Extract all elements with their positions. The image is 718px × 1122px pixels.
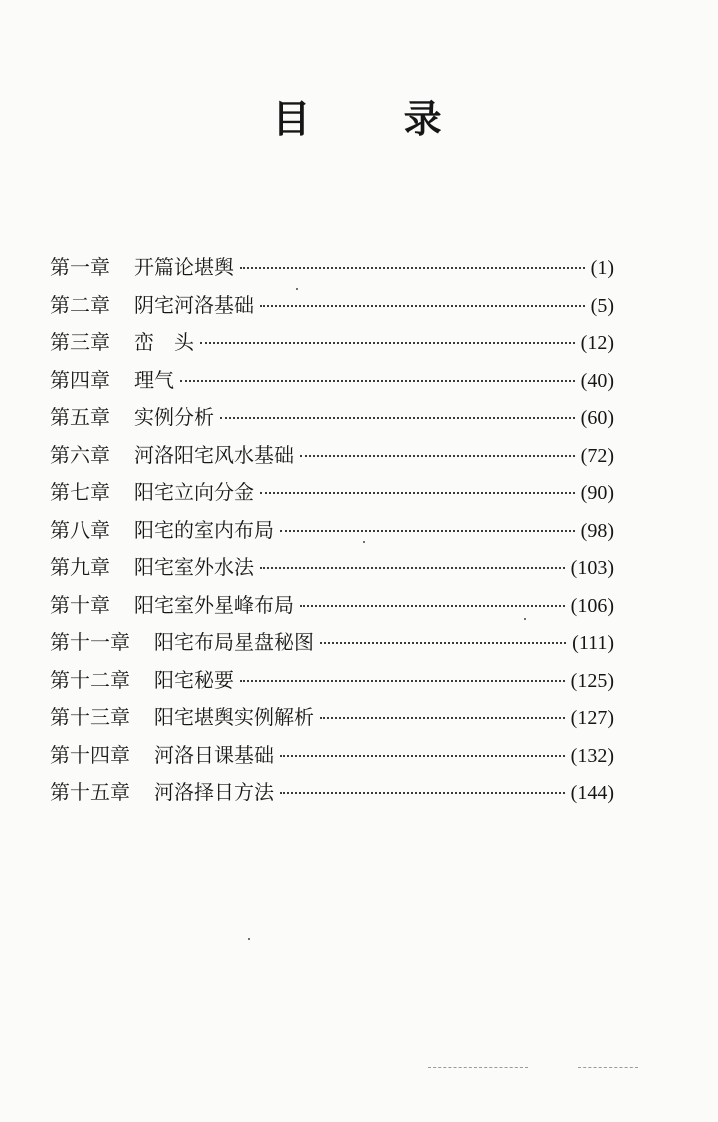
toc-row [50,326,614,364]
toc-chapter-title: 峦 头 [134,330,194,354]
toc-chapter-number: 第十三章 [50,705,130,729]
toc-dot-leader [240,680,565,682]
toc-row [50,589,614,627]
toc-chapter-number: 第七章 [50,480,110,504]
toc-chapter-title: 阳宅立向分金 [134,480,254,504]
toc-page-number: (125) [570,669,614,692]
toc-chapter-number: 第四章 [50,367,110,392]
toc-chapter-title: 实例分析 [134,405,214,429]
toc-row [50,289,614,327]
toc-chapter-title: 阳宅室外水法 [134,555,254,579]
toc-page-number: (5) [590,294,614,317]
toc-row [50,776,614,814]
toc-dot-leader [300,605,565,607]
toc-dot-leader [320,642,566,644]
toc-chapter-title: 阴宅河洛基础 [134,292,254,317]
scan-speck [296,288,298,290]
toc-page-number: (60) [580,407,614,429]
toc-page-number: (90) [580,482,614,504]
table-of-contents [50,251,614,814]
toc-dot-leader [280,530,575,532]
toc-chapter-title: 阳宅秘要 [154,667,234,692]
title-char-2: 录 [403,97,446,141]
toc-dot-leader [280,755,565,757]
toc-row [50,364,614,402]
toc-row [50,551,614,589]
toc-chapter-title: 开篇论堪舆 [134,255,234,279]
toc-chapter-number: 第十四章 [50,742,130,767]
toc-dot-leader [260,567,565,569]
toc-page-number: (72) [580,444,614,467]
toc-chapter-number: 第八章 [50,517,110,542]
toc-row [50,401,614,439]
toc-row [50,739,614,777]
toc-chapter-number: 第九章 [50,555,110,579]
toc-page-number: (106) [570,594,614,617]
toc-chapter-title: 阳宅室外星峰布局 [134,592,294,617]
toc-chapter-title: 阳宅的室内布局 [134,517,274,542]
toc-dot-leader [300,455,575,457]
toc-dot-leader [200,342,575,344]
toc-row [50,514,614,552]
toc-row [50,439,614,477]
toc-chapter-number: 第一章 [50,255,110,279]
toc-dot-leader [260,492,575,494]
toc-dot-leader [260,305,585,307]
toc-chapter-title: 河洛日课基础 [154,742,274,767]
toc-page-number: (111) [572,632,614,654]
toc-page-number: (144) [570,782,614,804]
toc-dot-leader [320,717,565,719]
scan-artifact-line [428,1067,528,1068]
toc-dot-leader [180,380,575,382]
toc-dot-leader [280,792,565,794]
toc-page-number: (1) [590,257,614,279]
toc-chapter-title: 河洛阳宅风水基础 [134,442,294,467]
scan-speck [363,541,365,543]
toc-row [50,664,614,702]
toc-page-number: (132) [570,744,614,767]
toc-page-number: (12) [580,332,614,354]
toc-chapter-number: 第十章 [50,592,110,617]
toc-page-number: (127) [570,707,614,729]
toc-page-number: (98) [580,519,614,542]
toc-row [50,476,614,514]
toc-chapter-number: 第二章 [50,292,110,317]
toc-chapter-title: 阳宅堪舆实例解析 [154,705,314,729]
page-title [0,88,718,143]
toc-row [50,626,614,664]
toc-chapter-number: 第六章 [50,442,110,467]
scan-speck [248,938,250,940]
toc-dot-leader [240,267,585,269]
toc-chapter-number: 第三章 [50,330,110,354]
toc-row [50,701,614,739]
toc-chapter-title: 理气 [134,367,174,392]
scan-speck [524,618,526,620]
toc-row [50,251,614,289]
toc-chapter-number: 第五章 [50,405,110,429]
toc-chapter-title: 河洛择日方法 [154,780,274,804]
toc-dot-leader [220,417,575,419]
toc-page-number: (103) [570,557,614,579]
toc-page-number: (40) [580,369,614,392]
toc-chapter-number: 第十一章 [50,630,130,654]
toc-chapter-number: 第十五章 [50,780,130,804]
title-char-1: 目 [272,97,315,141]
toc-chapter-number: 第十二章 [50,667,130,692]
scan-artifact-line [578,1067,638,1068]
toc-chapter-title: 阳宅布局星盘秘图 [154,630,314,654]
